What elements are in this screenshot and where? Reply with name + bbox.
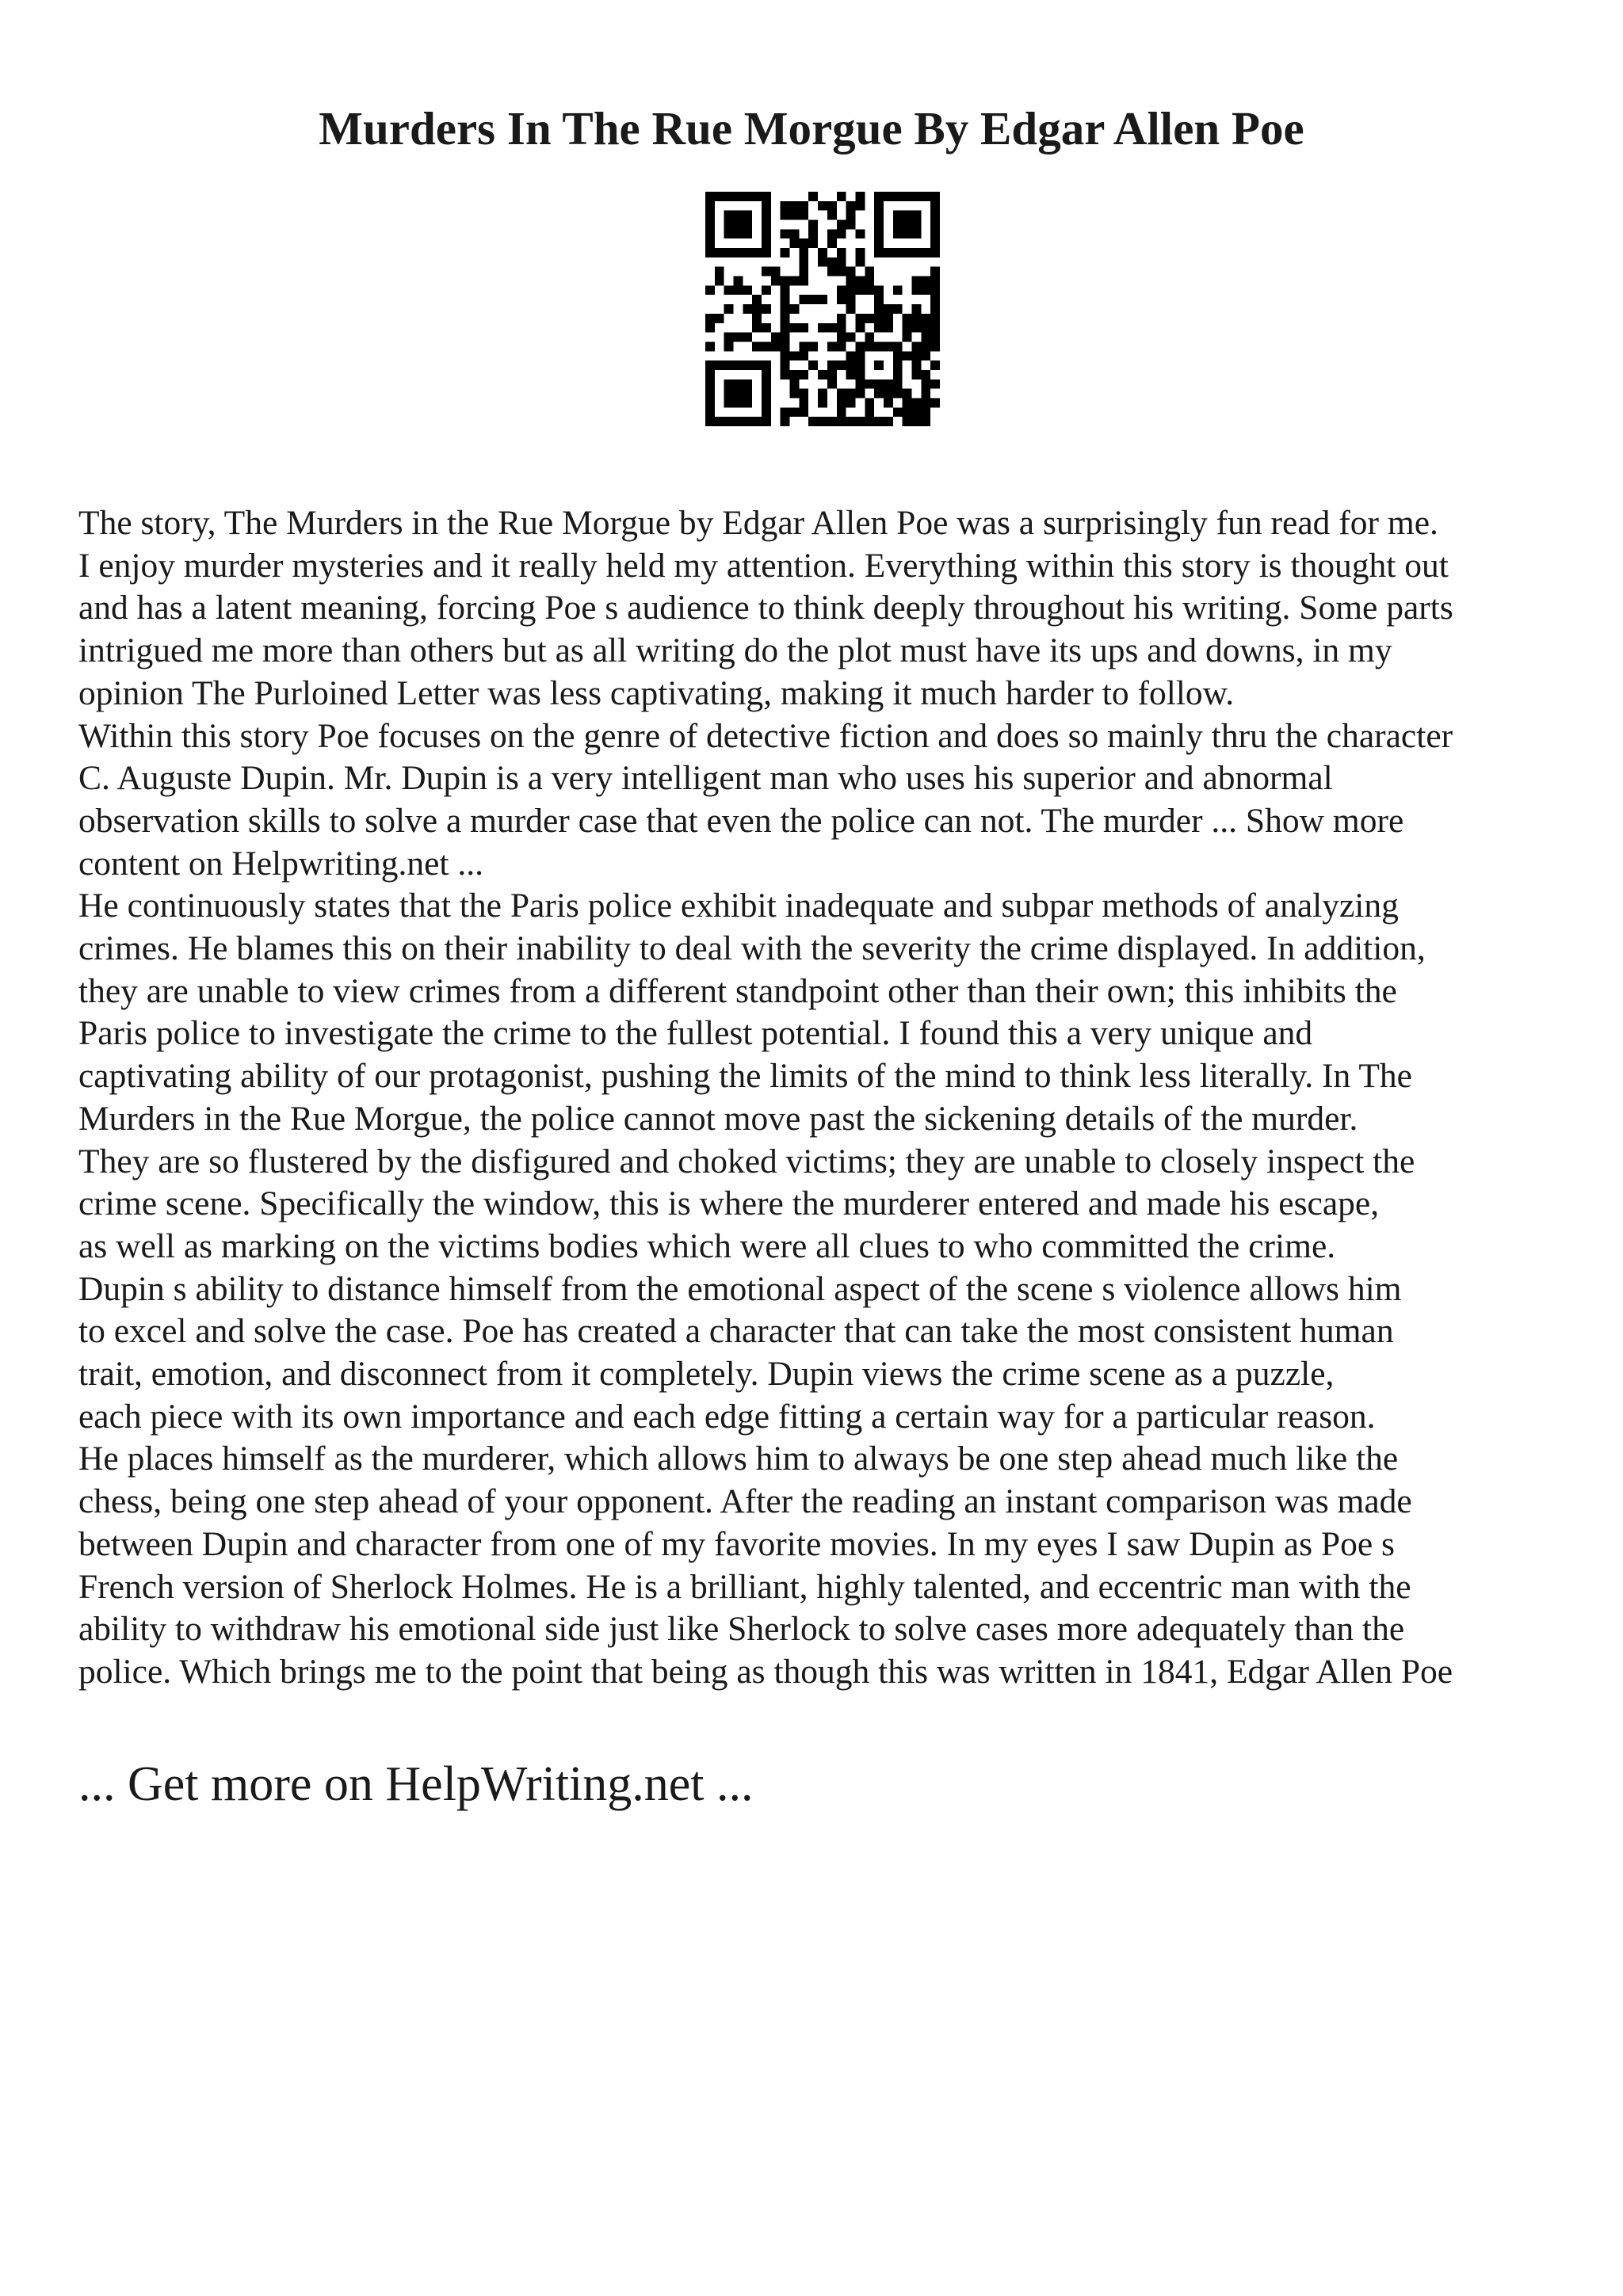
- body-line: chess, being one step ahead of your opponent. After the reading an instant comparison was made: [78, 1482, 1412, 1521]
- body-line: He continuously states that the Paris police exhibit inadequate and subpar methods of analyzing: [78, 887, 1399, 925]
- body-line: and has a latent meaning, forcing Poe s audience to think deeply throughout his writing. Some parts: [78, 589, 1453, 627]
- body-line: French version of Sherlock Holmes. He is a brilliant, highly talented, and eccentric man with the: [78, 1567, 1411, 1606]
- body-line: The story, The Murders in the Rue Morgue by Edgar Allen Poe was a surprisingly fun read for me.: [78, 504, 1438, 542]
- body-line: intrigued me more than others but as all writing do the plot must have its ups and downs, in my: [78, 631, 1392, 670]
- body-line: C. Auguste Dupin. Mr. Dupin is a very intelligent man who uses his superior and abnormal: [78, 759, 1333, 798]
- body-line: I enjoy murder mysteries and it really held my attention. Everything within this story is thought out: [78, 546, 1449, 585]
- body-line: they are unable to view crimes from a different standpoint other than their own; this inhibits the: [78, 971, 1397, 1010]
- body-line: They are so flustered by the disfigured and choked victims; they are unable to closely inspect the: [78, 1142, 1415, 1180]
- body-line: crimes. He blames this on their inability to deal with the severity the crime displayed. In addition,: [78, 929, 1426, 968]
- body-line: each piece with its own importance and each edge fitting a certain way for a particular reason.: [78, 1397, 1376, 1436]
- body-line: Within this story Poe focuses on the genre of detective fiction and does so mainly thru the character: [78, 716, 1453, 755]
- body-line: captivating ability of our protagonist, pushing the limits of the mind to think less literally. In The: [78, 1057, 1412, 1096]
- body-line: as well as marking on the victims bodies which were all clues to who committed the crime.: [78, 1226, 1336, 1265]
- body-line: content on Helpwriting.net ...: [78, 844, 484, 883]
- body-line: trait, emotion, and disconnect from it completely. Dupin views the crime scene as a puzzle,: [78, 1355, 1335, 1394]
- body-line: between Dupin and character from one of my favorite movies. In my eyes I saw Dupin as Poe s: [78, 1524, 1395, 1563]
- body-line: Dupin s ability to distance himself from the emotional aspect of the scene s violence allows him: [78, 1269, 1402, 1308]
- body-line: crime scene. Specifically the window, this is where the murderer entered and made his escape,: [78, 1184, 1380, 1223]
- body-text: [78, 502, 1568, 1694]
- body-line: ability to withdraw his emotional side just like Sherlock to solve cases more adequately than the: [78, 1610, 1405, 1649]
- body-line: opinion The Purloined Letter was less captivating, making it much harder to follow.: [78, 673, 1235, 712]
- page-title: Murders In The Rue Morgue By Edgar Allen Poe: [319, 102, 1304, 154]
- body-line: Murders in the Rue Morgue, the police cannot move past the sickening details of the murder.: [78, 1099, 1358, 1138]
- get-more-link[interactable]: ... Get more on HelpWriting.net ...: [78, 1757, 754, 1811]
- body-line: police. Which brings me to the point that being as though this was written in 1841, Edgar Allen Poe: [78, 1652, 1453, 1691]
- body-line: Paris police to investigate the crime to the fullest potential. I found this a very unique and: [78, 1014, 1313, 1053]
- body-line: He places himself as the murderer, which allows him to always be one step ahead much like the: [78, 1440, 1399, 1478]
- body-line: observation skills to solve a murder case that even the police can not. The murder ... Show more: [78, 801, 1404, 840]
- body-line: to excel and solve the case. Poe has created a character that can take the most consistent human: [78, 1312, 1394, 1351]
- qr-code-icon: [705, 192, 940, 426]
